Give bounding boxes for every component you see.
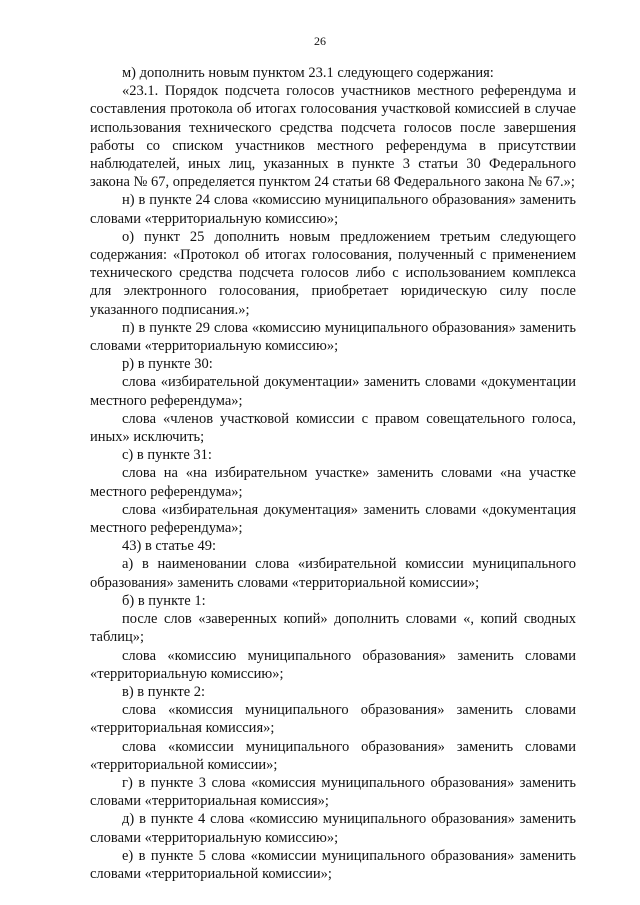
paragraph-16: слова «комиссию муниципального образования» заменить словами «территориальную комиссию»; bbox=[90, 647, 576, 682]
paragraph-14: б) в пункте 1: bbox=[122, 592, 206, 609]
paragraph-22: е) в пункте 5 слова «комиссии муниципального образования» заменить словами «территориальной комиссии»; bbox=[90, 847, 576, 882]
paragraph-15: после слов «заверенных копий» дополнить словами «, копий сводных таблиц»; bbox=[90, 611, 576, 646]
paragraph-18: слова «комиссия муниципального образования» заменить словами «территориальная комиссия»; bbox=[90, 702, 576, 737]
paragraph-13: а) в наименовании слова «избирательной комиссии муниципального образования» заменить словами «территориальной комиссии»; bbox=[90, 556, 576, 591]
paragraph-1: м) дополнить новым пунктом 23.1 следующего содержания: bbox=[122, 65, 494, 81]
paragraph-20: г) в пункте 3 слова «комиссия муниципального образования» заменить словами «территориальная комиссия»; bbox=[90, 774, 576, 810]
paragraph-8: слова «членов участковой комиссии с правом совещательного голоса, иных» исключить; bbox=[90, 410, 576, 446]
document-body bbox=[90, 64, 576, 883]
paragraph-12: 43) в статье 49: bbox=[122, 538, 216, 555]
paragraph-10: слова на «на избирательном участке» заменить словами «на участке местного референдума»; bbox=[90, 465, 576, 500]
paragraph-6: р) в пункте 30: bbox=[122, 356, 213, 373]
paragraph-2: «23.1. Порядок подсчета голосов участников местного референдума и составления протокола об итогах голосования участковой комиссией в случае использования технического средства подсчета голосов после завершения работы со списком участников местного референдума в присутствии наблюдателей, иных лиц, указанных в пункте 3 статьи 30 Федерального закона № 67, определяется пунктом 24 статьи 68 Федерального закона № 67.»; bbox=[90, 83, 576, 191]
paragraph-4: о) пункт 25 дополнить новым предложением третьим следующего содержания: «Протокол об итогах голосования, полученный с применением технического средства подсчета голосов либо с использованием комплекса для электронного голосования, приобретает юридическую силу после указанного подписания.»; bbox=[90, 228, 576, 318]
paragraph-3: н) в пункте 24 слова «комиссию муниципального образования» заменить словами «территориальную комиссию»; bbox=[90, 192, 576, 227]
paragraph-17: в) в пункте 2: bbox=[122, 683, 206, 700]
paragraph-7: слова «избирательной документации» заменить словами «документации местного референдума»; bbox=[90, 374, 576, 409]
paragraph-19: слова «комиссии муниципального образования» заменить словами «территориальной комиссии»; bbox=[90, 738, 576, 773]
paragraph-21: д) в пункте 4 слова «комиссию муниципального образования» заменить словами «территориальную комиссию»; bbox=[90, 811, 576, 846]
page-number: 26 bbox=[314, 34, 326, 48]
paragraph-5: п) в пункте 29 слова «комиссию муниципального образования» заменить словами «территориальную комиссию»; bbox=[90, 319, 576, 355]
paragraph-9: с) в пункте 31: bbox=[122, 447, 212, 464]
paragraph-11: слова «избирательная документация» заменить словами «документация местного референдума»; bbox=[90, 501, 576, 537]
